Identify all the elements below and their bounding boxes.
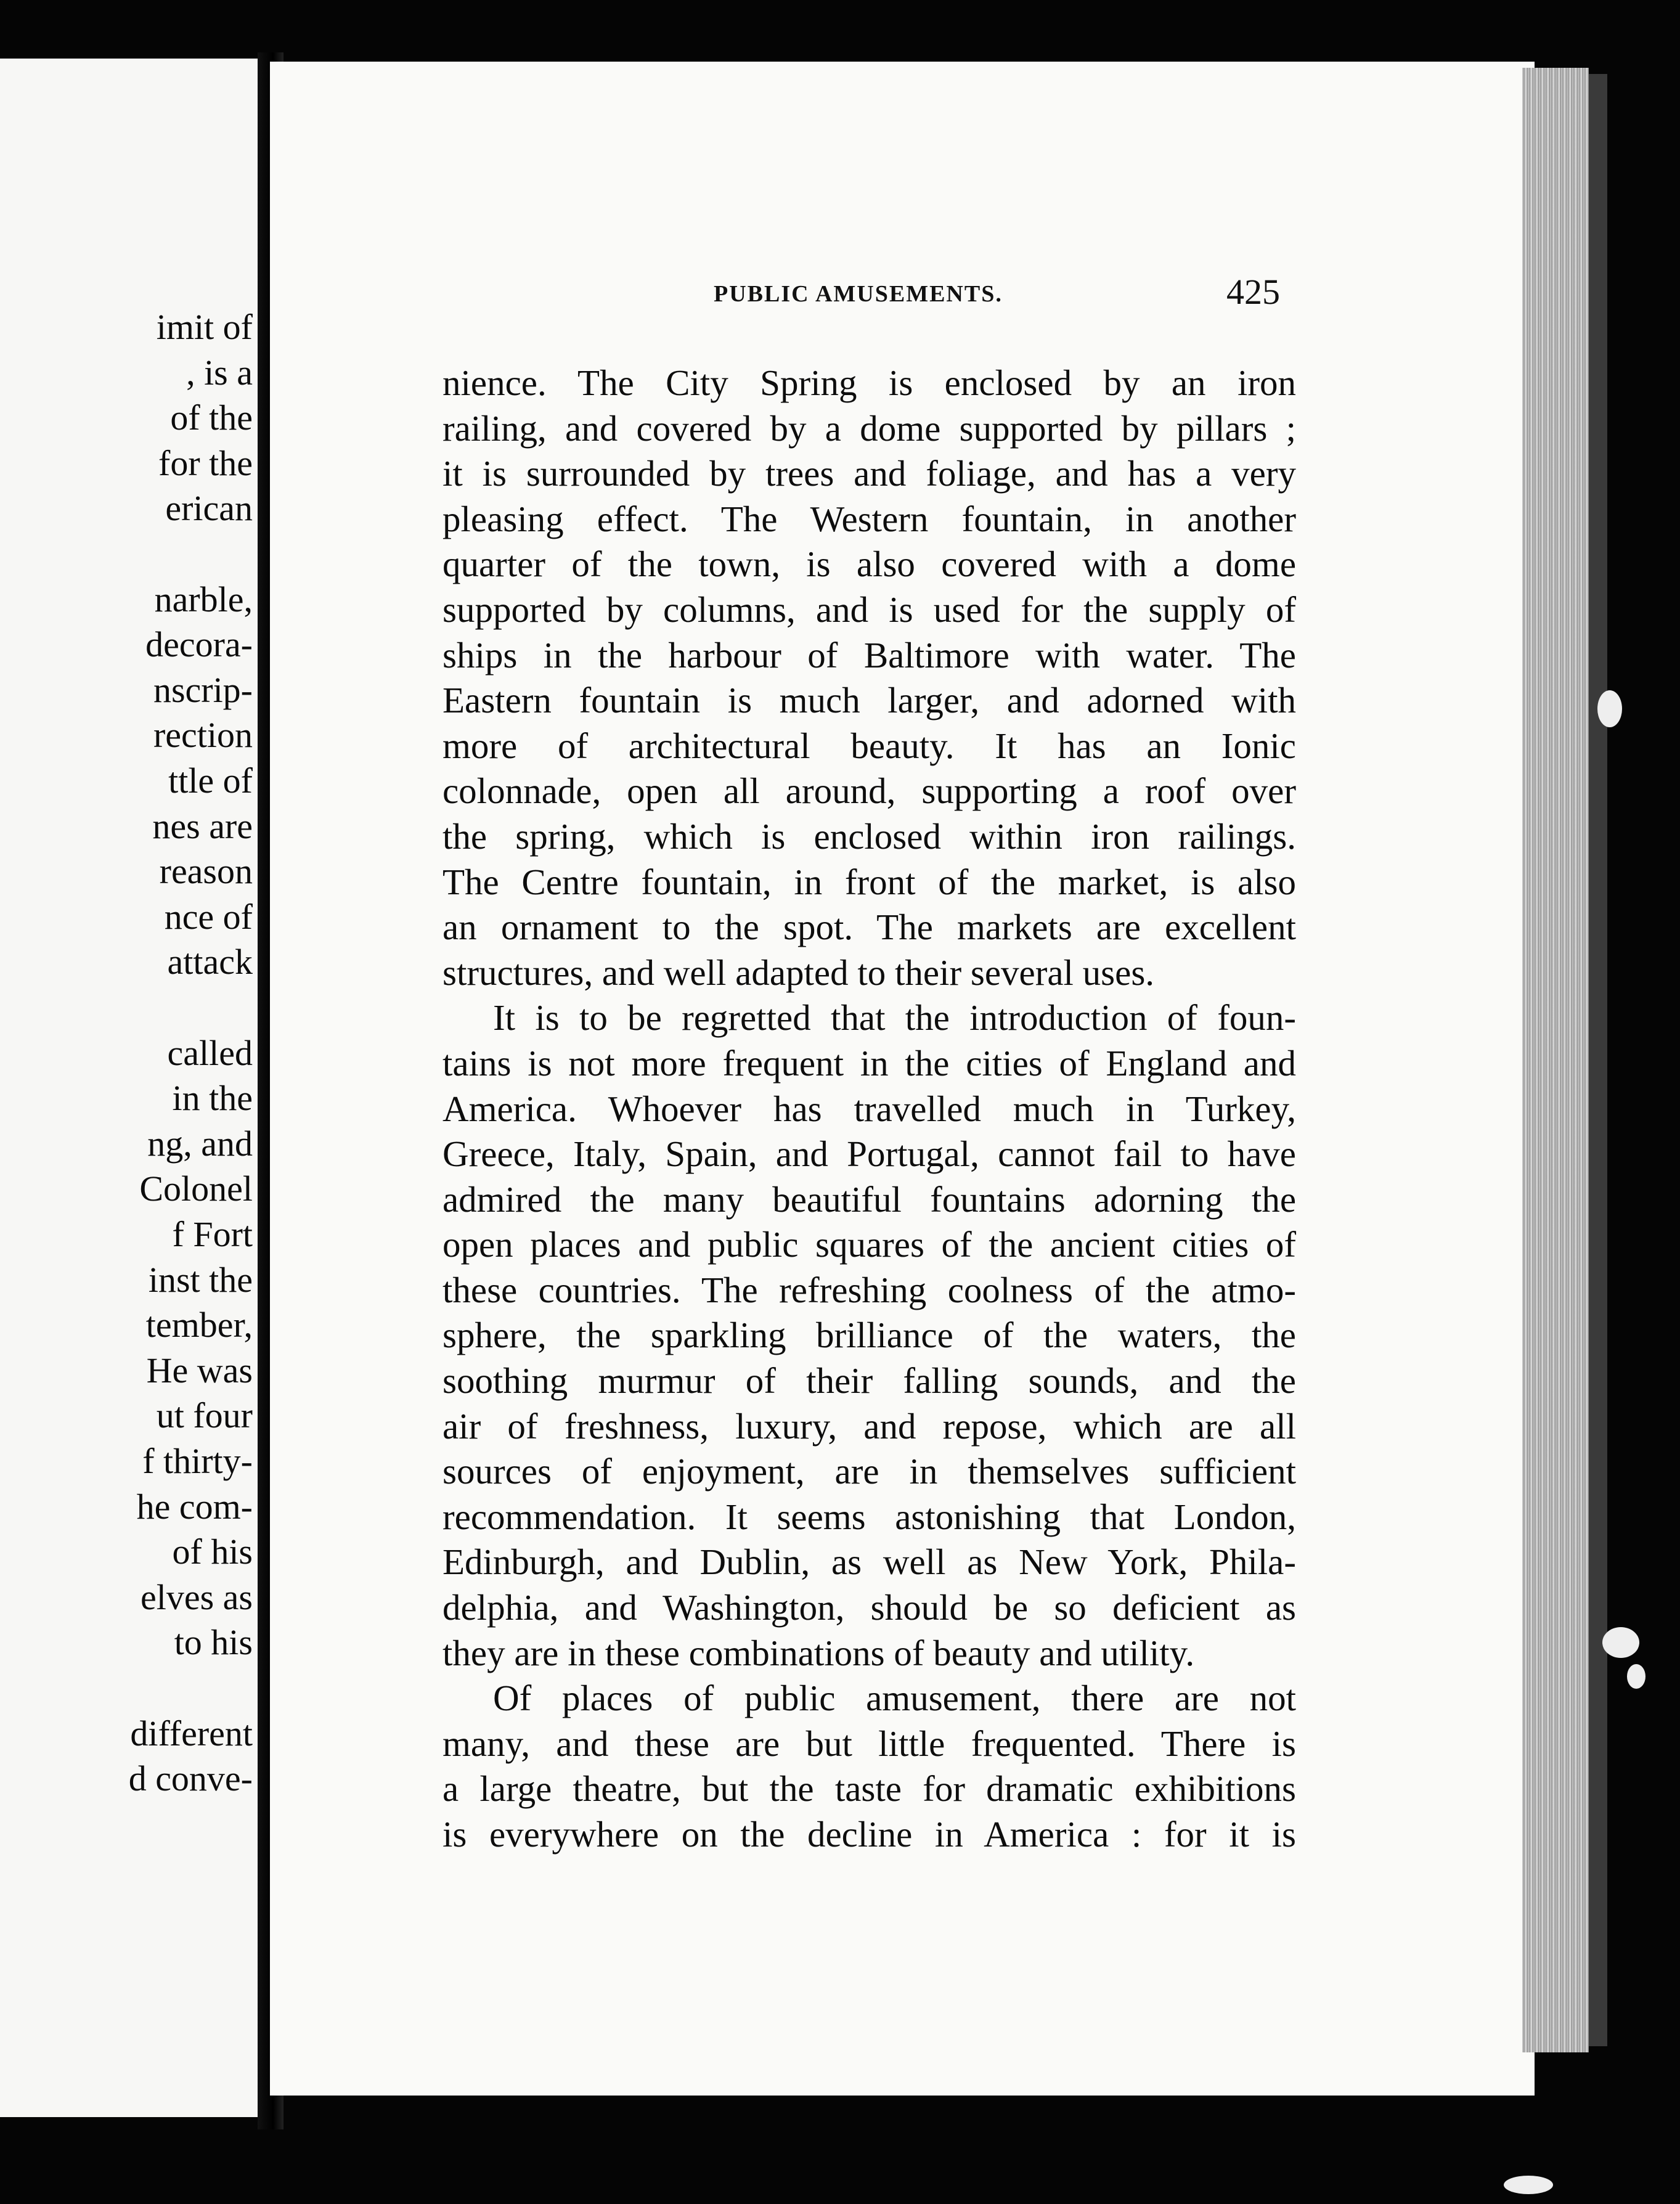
text-line: structures, and well adapted to their several uses. [442, 952, 1155, 993]
left-page-line: imit of [156, 307, 253, 347]
left-page-line: reason [159, 851, 253, 892]
text-line: Of places of public amusement, there are not [493, 1678, 1296, 1719]
left-page-line: d conve- [128, 1758, 253, 1799]
left-page-line: He was [146, 1350, 253, 1390]
text-line: ships in the harbour of Baltimore with water. The [442, 634, 1296, 675]
text-line: admired the many beautiful fountains adorning the [442, 1178, 1296, 1220]
text-line: these countries. The refreshing coolness of the atmo- [442, 1269, 1296, 1310]
text-line: a large theatre, but the taste for dramatic exhibitions [442, 1768, 1296, 1810]
left-page-line: erican [165, 488, 253, 529]
text-line: nience. The City Spring is enclosed by an iron [442, 362, 1296, 403]
text-line: America. Whoever has travelled much in Turkey, [442, 1088, 1296, 1129]
left-page-line: elves as [141, 1577, 253, 1617]
text-line: it is surrounded by trees and foliage, and has a very [442, 453, 1296, 494]
text-line: air of freshness, luxury, and repose, which are all [442, 1405, 1296, 1447]
left-page-line: ut four [156, 1395, 253, 1436]
text-line: the spring, which is enclosed within iron railings. [442, 815, 1296, 857]
speck [1597, 690, 1622, 727]
left-page-line: rection [153, 715, 253, 756]
text-line: The Centre fountain, in front of the market, is also [442, 861, 1296, 902]
left-page-line: in the [172, 1078, 253, 1119]
text-line: many, and these are but little frequented. There is [442, 1723, 1296, 1764]
left-page-line: ng, and [147, 1123, 253, 1164]
speck [1602, 1627, 1639, 1658]
text-line: railing, and covered by a dome supported by pillars ; [442, 407, 1296, 449]
text-line: soothing murmur of their falling sounds, and the [442, 1360, 1296, 1402]
left-page-line: Colonel [139, 1169, 253, 1209]
text-line: sphere, the sparkling brilliance of the waters, the [442, 1315, 1296, 1356]
text-line: supported by columns, and is used for the supply of [442, 589, 1296, 630]
text-line: delphia, and Washington, should be so deficient as [442, 1587, 1296, 1628]
left-page-line: called [167, 1032, 253, 1073]
running-header: PUBLIC AMUSEMENTS. [714, 281, 1003, 307]
left-page-line: attack [167, 942, 253, 982]
text-line: they are in these combinations of beauty and utility. [442, 1632, 1195, 1673]
text-line: recommendation. It seems astonishing that London, [442, 1496, 1296, 1537]
left-page-line: nes are [152, 806, 253, 846]
speck [1627, 1664, 1645, 1689]
left-page [0, 59, 259, 2117]
left-page-line: , is a [186, 352, 253, 393]
text-line: Greece, Italy, Spain, and Portugal, cannot fail to have [442, 1133, 1296, 1175]
text-line: is everywhere on the decline in America : for it is [442, 1814, 1296, 1855]
left-page-line: f Fort [172, 1214, 253, 1254]
left-page-line: of his [172, 1532, 253, 1572]
left-page-line: to his [174, 1622, 253, 1663]
text-line: Edinburgh, and Dublin, as well as New York, Phila- [442, 1541, 1296, 1583]
body-text [442, 361, 1296, 1858]
edge-shadow [1589, 74, 1607, 2046]
left-page-line: nscrip- [153, 669, 253, 710]
left-page-line: he com- [136, 1486, 253, 1527]
speck [1504, 2176, 1553, 2194]
page-edges [1522, 68, 1589, 2052]
paragraph [442, 1676, 1296, 1857]
page-number: 425 [1226, 272, 1280, 312]
left-page-line: ttle of [168, 761, 253, 801]
text-line: open places and public squares of the ancient cities of [442, 1224, 1296, 1265]
left-page-line: decora- [145, 624, 253, 665]
text-line: colonnade, open all around, supporting a roof over [442, 770, 1296, 812]
left-page-line: different [130, 1713, 253, 1753]
text-line: Eastern fountain is much larger, and adorned with [442, 680, 1296, 721]
left-page-line: f thirty- [142, 1441, 253, 1481]
text-line: sources of enjoyment, are in themselves sufficient [442, 1451, 1296, 1492]
paragraph [442, 361, 1296, 995]
text-line: quarter of the town, is also covered with a dome [442, 544, 1296, 585]
left-page-line: narble, [154, 579, 253, 619]
left-page-line: nce of [164, 896, 253, 937]
text-line: tains is not more frequent in the cities of England and [442, 1042, 1296, 1084]
text-line: an ornament to the spot. The markets are excellent [442, 907, 1296, 948]
paragraph [442, 995, 1296, 1676]
left-page-line: for the [158, 443, 253, 483]
left-page-line: tember, [145, 1305, 253, 1345]
text-line: pleasing effect. The Western fountain, in another [442, 498, 1296, 539]
left-page-line: of the [170, 398, 253, 438]
left-page-line: inst the [148, 1259, 253, 1300]
text-line: more of architectural beauty. It has an Ionic [442, 725, 1296, 766]
text-line: It is to be regretted that the introduction of foun- [493, 997, 1296, 1039]
